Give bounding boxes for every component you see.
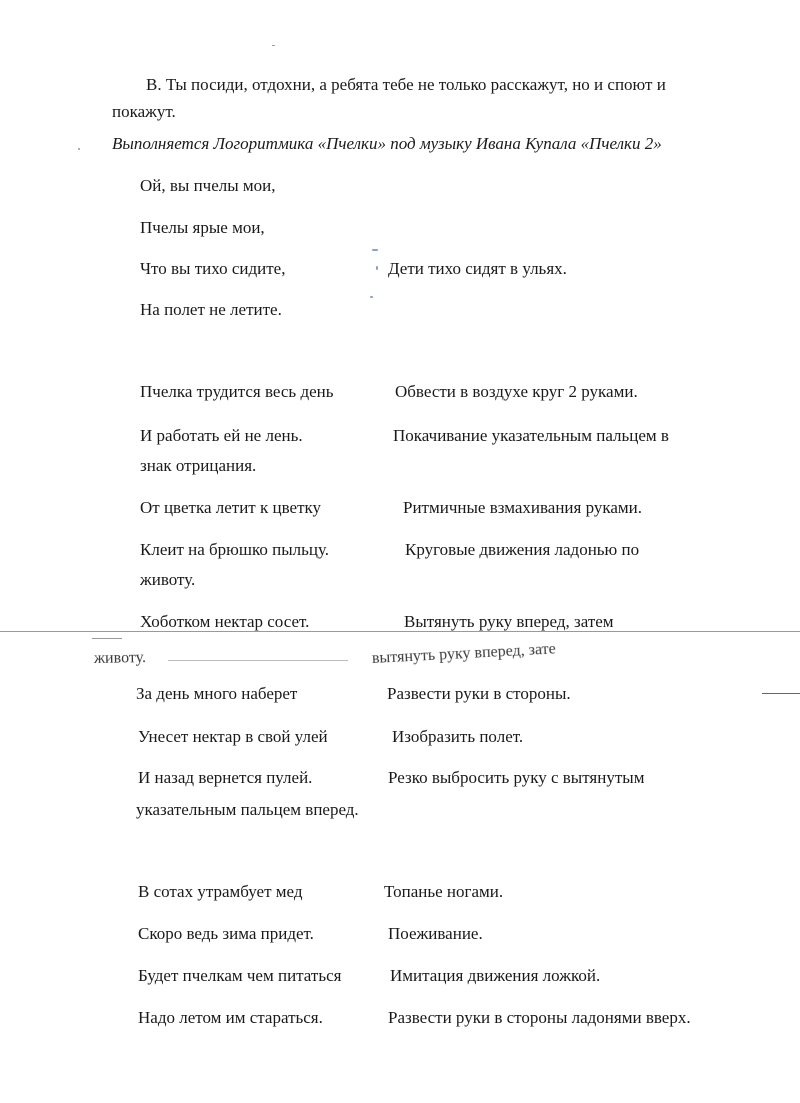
stanza4-action-2: Поеживание. <box>388 924 483 943</box>
stanza2-cont-4: животу. <box>140 570 196 589</box>
verse1-line-3: Что вы тихо сидите, <box>140 259 286 278</box>
stanza4-action-3: Имитация движения ложкой. <box>390 966 601 985</box>
stanza2-line-1: Пчелка трудится весь день <box>140 382 334 401</box>
verse1-line-4: На полет не летите. <box>140 300 282 319</box>
stanza3-line-1: За день много наберет <box>136 684 298 703</box>
stanza3-action-2: Изобразить полет. <box>392 727 524 746</box>
stanza2-action-5: Вытянуть руку вперед, затем <box>404 612 614 631</box>
stanza4-action-1: Топанье ногами. <box>384 882 504 901</box>
stanza2-action-1: Обвести в воздухе круг 2 руками. <box>395 382 638 401</box>
stanza4-line-2: Скоро ведь зима придет. <box>138 924 314 943</box>
scan-edge-mark <box>168 660 348 661</box>
stanza3-cont-3: указательным пальцем вперед. <box>136 800 359 819</box>
stanza2-line-5: Хоботком нектар сосет. <box>140 612 310 631</box>
verse1-action: Дети тихо сидят в ульях. <box>388 259 567 278</box>
scan-speck <box>370 296 373 298</box>
verse1-line-2: Пчелы ярые мои, <box>140 218 265 237</box>
scan-speck <box>372 249 378 251</box>
stanza2-cont-2: знак отрицания. <box>140 456 257 475</box>
scan-edge-mark <box>92 638 122 639</box>
stanza4-line-3: Будет пчелкам чем питаться <box>138 966 342 985</box>
performance-note: Выполняется Логоритмика «Пчелки» под музыку Ивана Купала «Пчелки 2» <box>112 134 662 153</box>
stanza3-line-3: И назад вернется пулей. <box>138 768 313 787</box>
scan-speck <box>376 266 378 270</box>
stanza4-action-4: Развести руки в стороны ладонями вверх. <box>388 1008 691 1027</box>
stanza2-action-4: Круговые движения ладонью по <box>405 540 640 559</box>
intro-line-2: покажут. <box>112 102 176 121</box>
scan-speck <box>272 45 275 46</box>
scan-speck <box>78 148 80 150</box>
scan-seam <box>0 631 800 632</box>
stanza3-action-3: Резко выбросить руку с вытянутым <box>388 768 645 787</box>
stanza3-line-2: Унесет нектар в свой улей <box>138 727 328 746</box>
stanza4-line-4: Надо летом им стараться. <box>138 1008 323 1027</box>
stanza4-line-1: В сотах утрамбует мед <box>138 882 303 901</box>
scan-overlap-left: животу. <box>93 649 147 667</box>
stanza2-line-4: Клеит на брюшко пыльцу. <box>140 540 330 559</box>
verse1-line-1: Ой, вы пчелы мои, <box>140 176 276 195</box>
stanza2-line-2: И работать ей не лень. <box>140 426 303 445</box>
stanza3-action-1: Развести руки в стороны. <box>387 684 571 703</box>
stanza2-action-2: Покачивание указательным пальцем в <box>393 426 669 445</box>
intro-line-1: В. Ты посиди, отдохни, а ребята тебе не только расскажут, но и споют и <box>146 75 666 94</box>
scan-edge-mark <box>762 693 800 694</box>
scan-overlap-right: вытянуть руку вперед, зате <box>371 640 557 667</box>
stanza2-action-3: Ритмичные взмахивания руками. <box>403 498 643 517</box>
stanza2-line-3: От цветка летит к цветку <box>140 498 322 517</box>
